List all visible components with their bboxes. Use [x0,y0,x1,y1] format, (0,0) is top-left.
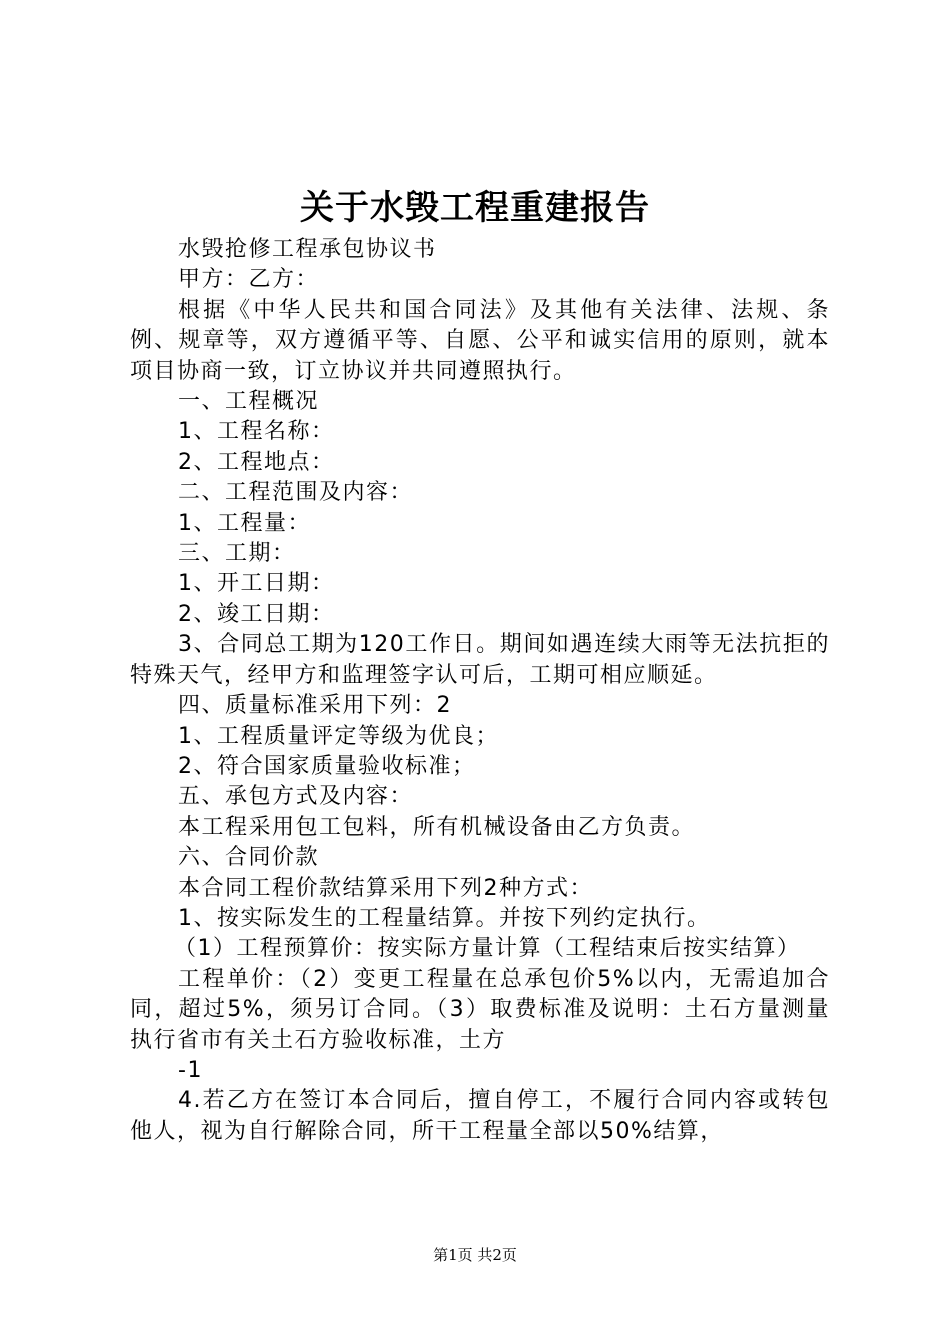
section-heading-scope: 二、工程范围及内容： [178,480,414,506]
paragraph-budget-price: （1）工程预算价：按实际方量计算（工程结束后按实结算） [174,936,801,962]
paragraph-quantity: 1、工程量： [178,510,311,536]
paragraph-settlement-actual: 1、按实际发生的工程量结算。并按下列约定执行。 [178,905,711,931]
paragraph-start-date: 1、开工日期： [178,571,335,597]
paragraph-total-duration: 3、合同总工期为120工作日。期间如遇连续大雨等无法抗拒的特殊天气，经甲方和监理签字认可后，工期可相应顺延。 [130,632,830,688]
section-heading-overview: 一、工程概况 [178,389,320,415]
section-heading-quality: 四、质量标准采用下列：2 [178,693,452,719]
paragraph-parties: 甲方：乙方： [178,267,320,293]
page-footer: 第1页 共2页 [433,1246,517,1264]
paragraph-project-name: 1、工程名称： [178,419,335,445]
paragraph-page-marker: -1 [178,1057,203,1083]
paragraph-project-location: 2、工程地点： [178,449,335,475]
paragraph-unit-price: 工程单价：（2）变更工程量在总承包价5%以内，无需追加合同，超过5%，须另订合同。（3）取费标准及说明：土石方量测量执行省市有关土石方验收标准，土方 [130,966,830,1053]
paragraph-preamble: 根据《中华人民共和国合同法》及其他有关法律、法规、条例、规章等，双方遵循平等、自愿、公平和诚实信用的原则，就本项目协商一致，订立协议并共同遵照执行。 [130,297,830,384]
paragraph-quality-grade: 1、工程质量评定等级为优良； [178,723,499,749]
paragraph-breach: 4.若乙方在签订本合同后，擅自停工，不履行合同内容或转包他人，视为自行解除合同，所干工程量全部以50%结算， [130,1088,830,1144]
document-title: 关于水毁工程重建报告 [300,188,650,228]
section-heading-schedule: 三、工期： [178,541,296,567]
paragraph-agreement-title: 水毁抢修工程承包协议书 [178,237,437,262]
paragraph-quality-standard: 2、符合国家质量验收标准； [178,753,476,779]
section-heading-price: 六、合同价款 [178,845,320,871]
document-body [130,235,830,1147]
paragraph-contract-method: 本工程采用包工包料，所有机械设备由乙方负责。 [178,814,696,840]
section-heading-contract-method: 五、承包方式及内容： [178,784,414,810]
paragraph-completion-date: 2、竣工日期： [178,601,335,627]
paragraph-settlement-methods: 本合同工程价款结算采用下列2种方式： [178,875,593,901]
